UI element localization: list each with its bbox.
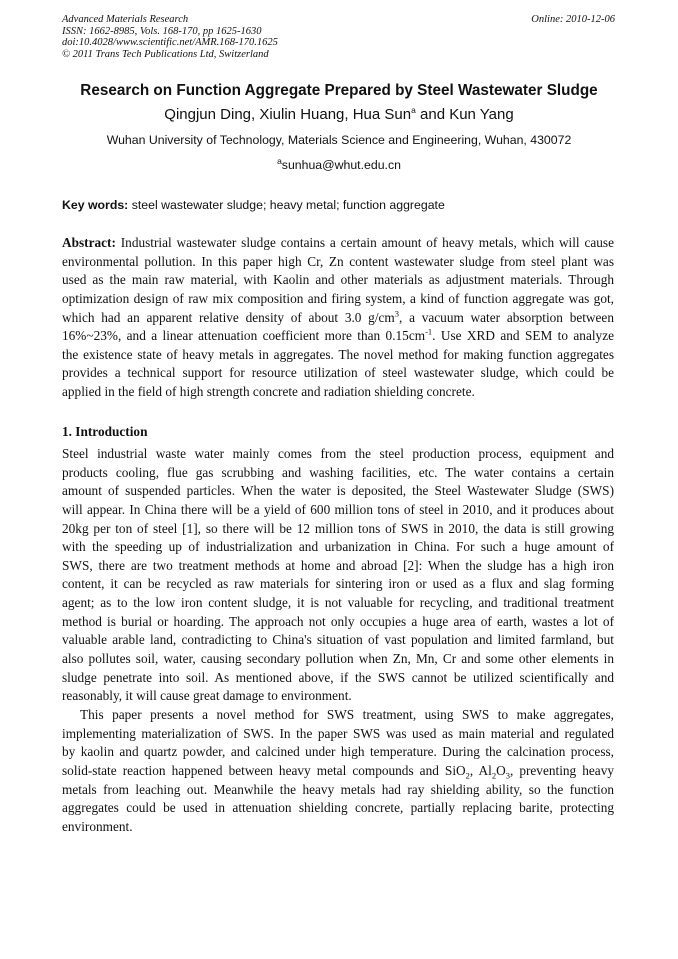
keywords — [62, 198, 445, 212]
line-text: method is burial or hoarding. The approach not only occupies a huge area of earth, wastes a lot of — [62, 613, 614, 629]
text-line — [62, 669, 614, 688]
affiliation: Wuhan University of Technology, Materials Science and Engineering, Wuhan, 430072 — [106, 133, 572, 147]
text-line — [62, 234, 614, 253]
keywords-label: Key words: — [62, 198, 129, 212]
journal-name: Advanced Materials Research — [62, 14, 189, 25]
line-text: aggregates could be used in attenuation shielding concrete, partially replacing barite, protecting — [62, 800, 614, 816]
text-line — [62, 271, 614, 290]
subscript: 2 — [465, 770, 470, 781]
line-text: valuable arable land, contradicting to China's situation of vast population and limited farmland, but — [62, 632, 614, 648]
line-text: reasonably, it will cause great damage to environment. — [62, 688, 352, 704]
line-text: will appear. In China there will be a yield of 600 million tons of steel in 2010, and it produces about — [62, 501, 614, 517]
introduction-body — [62, 445, 614, 836]
text-line — [62, 818, 614, 837]
text-line — [62, 309, 614, 328]
issn: ISSN: 1662-8985, Vols. 168-170, pp 1625-1630 — [62, 25, 262, 37]
text-line — [62, 482, 614, 501]
line-text: SWS, there are two treatment methods at home and abroad [2]: When the sludge has a high iron — [62, 557, 614, 573]
line-text: , a vacuum water absorption between — [399, 309, 614, 325]
text-line — [62, 346, 614, 365]
paper-title: Research on Function Aggregate Prepared by Steel Wastewater Sludge — [80, 82, 598, 99]
copyright: © 2011 Trans Tech Publications Ltd, Switzerland — [62, 48, 269, 60]
line-text: applied in the field of high strength concrete and radiation shielding concrete. — [62, 384, 475, 400]
text-line — [62, 575, 614, 594]
line-text: by kaolin and quartz powder, and calcined under high temperature. During the calcination process, — [62, 744, 614, 760]
abstract — [62, 234, 614, 402]
text-line — [62, 364, 614, 383]
line-text: also pollutes soil, water, causing secondary pollution when Zn, Mn, Cr and some other elements in — [62, 651, 614, 667]
abstract-label: Abstract: — [62, 235, 116, 250]
line-text: Industrial wastewater sludge contains a certain amount of heavy metals, which will cause — [115, 235, 614, 250]
text-line — [62, 290, 614, 309]
line-text: metals from leaching out. Meanwhile the heavy metals had ray shielding ability, so the function — [62, 781, 614, 797]
keywords-text: steel wastewater sludge; heavy metal; function aggregate — [128, 198, 445, 212]
doi: doi:10.4028/www.scientific.net/AMR.168-170.1625 — [62, 37, 278, 48]
line-text: , preventing heavy — [509, 762, 614, 778]
text-line — [62, 594, 614, 613]
text-line — [62, 799, 614, 818]
email-address[interactable]: sunhua@whut.edu.cn — [281, 158, 401, 172]
author-affil-mark: a — [411, 105, 416, 115]
line-text: used as the main raw material, with Kaolin and other materials as adjustment materials. Through — [62, 272, 614, 288]
line-text: environmental pollution. In this paper high Cr, Zn content wastewater sludge from steel plant was — [62, 253, 614, 269]
text-line — [62, 743, 614, 762]
online-date: Online: 2010-12-06 — [531, 14, 615, 25]
author-names: Qingjun Ding, Xiulin Huang, Hua Sun — [164, 106, 412, 123]
text-line — [62, 687, 614, 706]
line-text: Steel industrial waste water mainly comes from the steel production process, equipment and — [62, 446, 614, 461]
text-line — [62, 383, 614, 402]
text-line — [62, 520, 614, 539]
line-text: environment. — [62, 818, 133, 834]
line-text: optimization design of raw mix composition and firing system, a kind of function aggregate was got, — [62, 290, 614, 306]
text-line — [62, 501, 614, 520]
text-line — [62, 557, 614, 576]
text-line — [62, 445, 614, 464]
line-text: , Al — [469, 762, 492, 778]
line-text: sludge penetrate into soil. As mentioned above, if the SWS cannot be utilized scientifically and — [62, 669, 614, 685]
line-text: This paper presents a novel method for SWS treatment, using SWS to make aggregates, — [80, 706, 614, 722]
line-text: amount of suspended particles. When the water is deposited, the Steel Wastewater Sludge (SWS) — [62, 483, 614, 499]
line-text: implementing materialization of SWS. In the paper SWS was used as main material and regulated — [62, 725, 614, 741]
text-line — [62, 613, 614, 632]
authors — [0, 106, 678, 123]
line-text: which had an apparent relative density of about 3.0 g/cm — [62, 309, 395, 325]
line-text: with the speeding up of industrialization and urbanization in China. For such a huge amount of — [62, 539, 614, 555]
text-line — [62, 725, 614, 744]
journal-header — [62, 14, 278, 60]
text-line — [62, 631, 614, 650]
supscript: 3 — [394, 308, 400, 319]
text-line — [62, 781, 614, 800]
section-heading: 1. Introduction — [62, 424, 148, 439]
text-line — [62, 538, 614, 557]
text-line — [62, 253, 614, 272]
author-last: and Kun Yang — [415, 106, 514, 123]
text-line — [62, 650, 614, 669]
line-text: agent; as to the low iron content sludge, it is not valuable for recycling, and traditional treatment — [62, 595, 614, 611]
line-text: content, it can be recycled as raw materials for sintering iron or used as a flux and slag forming — [62, 576, 614, 592]
subscript: 2 — [491, 770, 497, 781]
email-mark: a — [277, 155, 282, 166]
line-text: O — [496, 762, 506, 778]
line-text: 20kg per ton of steel [1], so there will be 12 million tons of SWS in 2010, the data is still growing — [62, 520, 614, 536]
text-line — [62, 464, 614, 483]
line-text: provides a technical support for resource utilization of steel wastewater sludge, which could be — [62, 365, 614, 381]
line-text: the existence state of heavy metals in aggregates. The novel method for making function aggregates — [62, 346, 614, 362]
text-line — [62, 706, 614, 725]
text-line — [62, 762, 614, 781]
supscript: -1 — [425, 327, 433, 337]
email — [0, 155, 678, 172]
line-text: solid-state reaction happened between heavy metal compounds and SiO — [62, 762, 466, 778]
line-text: . Use XRD and SEM to analyze — [432, 328, 614, 344]
line-text: 16%~23%, and a linear attenuation coefficient more than 0.15cm — [62, 328, 426, 344]
text-line — [62, 327, 614, 346]
subscript: 3 — [505, 770, 510, 781]
line-text: products cooling, flue gas scrubbing and washing facilities, etc. The water contains a certain — [62, 464, 614, 480]
